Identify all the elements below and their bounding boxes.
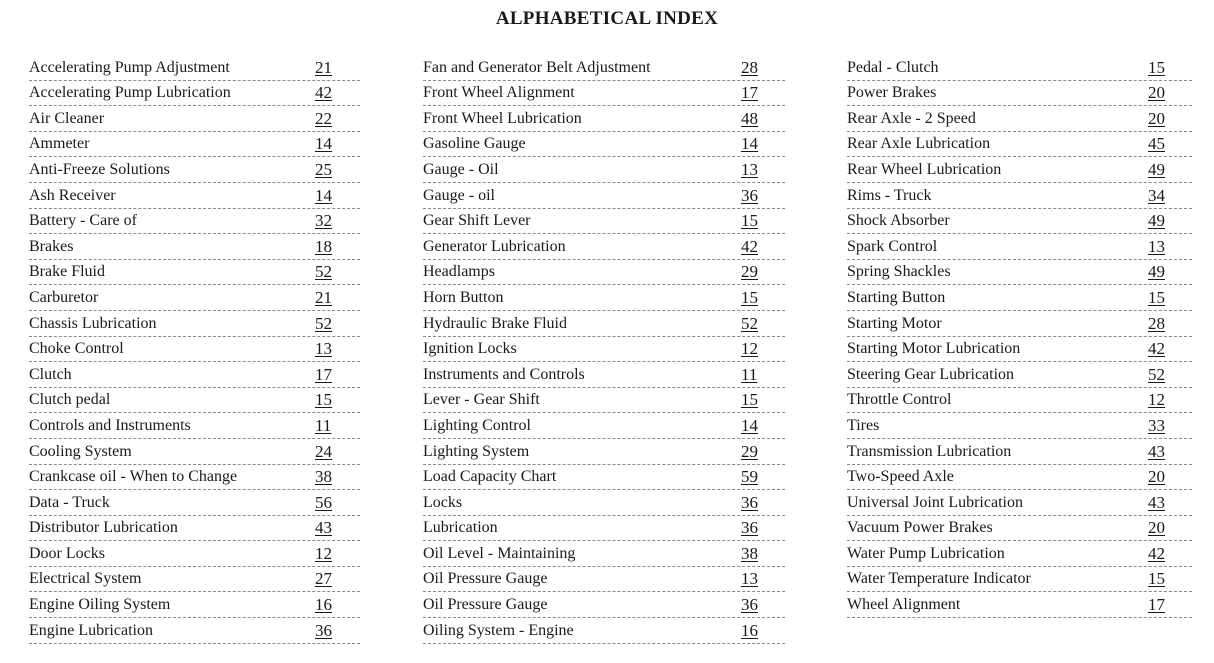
index-entry-page-number: 43 xyxy=(315,518,332,538)
index-column-2 xyxy=(423,55,785,644)
index-entry-name: Throttle Control xyxy=(847,391,952,409)
index-entry xyxy=(847,81,1192,107)
index-entry-page-number: 49 xyxy=(1148,159,1165,179)
index-entry-name: Accelerating Pump Lubrication xyxy=(29,84,231,102)
index-entry-page-number: 42 xyxy=(315,83,332,103)
index-entry-page-number: 14 xyxy=(315,185,332,205)
index-entry-name: Choke Control xyxy=(29,340,124,358)
index-entry xyxy=(29,311,360,337)
index-entry-page-number: 13 xyxy=(1148,236,1165,256)
index-entry xyxy=(847,362,1192,388)
index-entry-page-number: 17 xyxy=(315,364,332,384)
index-entry-name: Locks xyxy=(423,493,463,511)
index-entry-page-number: 14 xyxy=(741,415,758,435)
index-entry-page-number: 32 xyxy=(315,211,332,231)
index-entry xyxy=(423,362,785,388)
index-entry-page-number: 15 xyxy=(741,287,758,307)
index-entry xyxy=(29,260,360,286)
index-entry-name: Horn Button xyxy=(423,288,504,306)
index-entry xyxy=(423,465,785,491)
index-entry-name: Load Capacity Chart xyxy=(423,468,557,486)
index-entry xyxy=(29,592,360,618)
index-entry-name: Two-Speed Axle xyxy=(847,468,954,486)
index-entry-name: Front Wheel Alignment xyxy=(423,84,575,102)
index-entry-page-number: 13 xyxy=(741,159,758,179)
index-entry xyxy=(847,337,1192,363)
index-entry-page-number: 12 xyxy=(1148,390,1165,410)
index-entry-name: Water Pump Lubrication xyxy=(847,544,1005,562)
index-entry xyxy=(423,183,785,209)
index-entry-page-number: 45 xyxy=(1148,134,1165,154)
index-entry-name: Gauge - Oil xyxy=(423,160,499,178)
index-entry xyxy=(29,106,360,132)
index-entry xyxy=(423,260,785,286)
index-entry xyxy=(423,132,785,158)
index-entry-name: Rear Wheel Lubrication xyxy=(847,160,1002,178)
index-entry-name: Ash Receiver xyxy=(29,186,116,204)
index-entry xyxy=(29,132,360,158)
index-entry-name: Battery - Care of xyxy=(29,212,137,230)
index-entry-name: Starting Motor xyxy=(847,314,942,332)
index-entry-name: Air Cleaner xyxy=(29,109,105,127)
index-entry-name: Door Locks xyxy=(29,544,105,562)
index-entry-page-number: 29 xyxy=(741,262,758,282)
index-entry xyxy=(847,183,1192,209)
index-entry-page-number: 49 xyxy=(1148,262,1165,282)
index-entry-name: Power Brakes xyxy=(847,84,937,102)
index-entry-name: Ammeter xyxy=(29,135,90,153)
index-entry xyxy=(847,285,1192,311)
index-entry-page-number: 49 xyxy=(1148,211,1165,231)
index-entry xyxy=(29,516,360,542)
index-entry xyxy=(29,490,360,516)
index-entry-page-number: 43 xyxy=(1148,441,1165,461)
index-entry xyxy=(423,567,785,593)
index-entry xyxy=(847,541,1192,567)
index-entry-name: Spark Control xyxy=(847,237,938,255)
index-column-3 xyxy=(847,55,1192,618)
index-entry-name: Lighting Control xyxy=(423,416,531,434)
index-entry-name: Instruments and Controls xyxy=(423,365,585,383)
index-entry xyxy=(423,516,785,542)
index-entry-name: Brakes xyxy=(29,237,74,255)
index-entry-name: Hydraulic Brake Fluid xyxy=(423,314,567,332)
index-entry xyxy=(423,311,785,337)
index-entry-page-number: 14 xyxy=(741,134,758,154)
index-entry-name: Gear Shift Lever xyxy=(423,212,531,230)
index-entry xyxy=(423,439,785,465)
index-entry xyxy=(423,592,785,618)
index-entry xyxy=(423,285,785,311)
index-entry-page-number: 43 xyxy=(1148,492,1165,512)
index-entry xyxy=(29,285,360,311)
index-entry-page-number: 17 xyxy=(1148,595,1165,615)
index-entry-page-number: 28 xyxy=(1148,313,1165,333)
index-entry xyxy=(29,388,360,414)
index-entry-name: Spring Shackles xyxy=(847,263,951,281)
index-entry-name: Headlamps xyxy=(423,263,495,281)
index-entry-page-number: 15 xyxy=(315,390,332,410)
index-entry-name: Lubrication xyxy=(423,519,498,537)
index-entry-page-number: 52 xyxy=(1148,364,1165,384)
index-entry xyxy=(847,234,1192,260)
index-entry-name: Gauge - oil xyxy=(423,186,495,204)
index-entry-name: Lever - Gear Shift xyxy=(423,391,540,409)
index-entry xyxy=(29,183,360,209)
index-entry xyxy=(847,55,1192,81)
index-entry-name: Rims - Truck xyxy=(847,186,932,204)
index-entry-page-number: 16 xyxy=(315,595,332,615)
index-entry-page-number: 12 xyxy=(315,543,332,563)
index-entry xyxy=(847,132,1192,158)
index-entry xyxy=(29,209,360,235)
index-entry xyxy=(423,618,785,644)
index-entry-page-number: 17 xyxy=(741,83,758,103)
index-entry-name: Oil Pressure Gauge xyxy=(423,596,548,614)
index-entry xyxy=(423,81,785,107)
index-entry xyxy=(847,413,1192,439)
index-entry-name: Rear Axle Lubrication xyxy=(847,135,991,153)
index-entry-name: Generator Lubrication xyxy=(423,237,566,255)
index-entry-name: Clutch pedal xyxy=(29,391,111,409)
index-entry-page-number: 15 xyxy=(741,211,758,231)
index-entry-name: Shock Absorber xyxy=(847,212,950,230)
index-entry-name: Water Temperature Indicator xyxy=(847,570,1031,588)
index-entry-name: Data - Truck xyxy=(29,493,110,511)
index-entry-page-number: 36 xyxy=(741,185,758,205)
index-entry xyxy=(423,388,785,414)
index-entry xyxy=(29,81,360,107)
index-entry xyxy=(847,490,1192,516)
index-entry-name: Clutch xyxy=(29,365,72,383)
index-entry-name: Front Wheel Lubrication xyxy=(423,109,582,127)
index-entry-name: Steering Gear Lubrication xyxy=(847,365,1015,383)
index-entry-page-number: 15 xyxy=(1148,569,1165,589)
index-entry-page-number: 16 xyxy=(741,620,758,640)
index-entry-name: Universal Joint Lubrication xyxy=(847,493,1023,511)
index-entry-name: Lighting System xyxy=(423,442,530,460)
index-entry xyxy=(29,567,360,593)
index-entry-page-number: 36 xyxy=(741,518,758,538)
index-entry-name: Tires xyxy=(847,416,880,434)
index-entry xyxy=(847,260,1192,286)
index-entry-page-number: 13 xyxy=(741,569,758,589)
index-entry xyxy=(423,413,785,439)
index-entry xyxy=(847,311,1192,337)
index-entry-name: Distributor Lubrication xyxy=(29,519,178,537)
index-entry-page-number: 52 xyxy=(315,313,332,333)
index-entry-name: Accelerating Pump Adjustment xyxy=(29,58,230,76)
index-entry-name: Gasoline Gauge xyxy=(423,135,526,153)
index-entry xyxy=(847,465,1192,491)
index-entry xyxy=(423,337,785,363)
index-entry xyxy=(847,567,1192,593)
index-entry-page-number: 42 xyxy=(1148,339,1165,359)
index-entry-page-number: 20 xyxy=(1148,518,1165,538)
index-entry xyxy=(29,337,360,363)
index-entry xyxy=(29,55,360,81)
index-entry-page-number: 48 xyxy=(741,108,758,128)
index-entry xyxy=(29,465,360,491)
index-entry-page-number: 28 xyxy=(741,57,758,77)
index-entry-name: Oiling System - Engine xyxy=(423,621,574,639)
index-entry-page-number: 27 xyxy=(315,569,332,589)
index-entry-page-number: 11 xyxy=(315,415,332,435)
index-entry-page-number: 38 xyxy=(315,467,332,487)
index-entry-page-number: 52 xyxy=(315,262,332,282)
index-entry-name: Controls and Instruments xyxy=(29,416,191,434)
index-entry-name: Starting Motor Lubrication xyxy=(847,340,1021,358)
index-entry-page-number: 25 xyxy=(315,159,332,179)
index-entry-name: Rear Axle - 2 Speed xyxy=(847,109,976,127)
index-entry-name: Electrical System xyxy=(29,570,142,588)
index-entry-name: Cooling System xyxy=(29,442,132,460)
page-title: ALPHABETICAL INDEX xyxy=(495,8,719,29)
index-entry-name: Ignition Locks xyxy=(423,340,517,358)
index-entry xyxy=(29,413,360,439)
index-entry-name: Pedal - Clutch xyxy=(847,58,939,76)
index-entry-page-number: 36 xyxy=(741,492,758,512)
index-entry-name: Carburetor xyxy=(29,288,99,306)
index-entry-page-number: 36 xyxy=(741,595,758,615)
index-entry-page-number: 29 xyxy=(741,441,758,461)
index-entry-page-number: 42 xyxy=(1148,543,1165,563)
index-entry xyxy=(423,209,785,235)
index-entry xyxy=(423,106,785,132)
index-entry-page-number: 12 xyxy=(741,339,758,359)
index-entry xyxy=(29,439,360,465)
index-entry-page-number: 21 xyxy=(315,287,332,307)
index-entry-page-number: 59 xyxy=(741,467,758,487)
index-entry xyxy=(847,106,1192,132)
index-entry-page-number: 22 xyxy=(315,108,332,128)
index-entry xyxy=(423,541,785,567)
index-entry xyxy=(847,439,1192,465)
index-entry-page-number: 36 xyxy=(315,620,332,640)
index-entry-page-number: 13 xyxy=(315,339,332,359)
index-entry-name: Starting Button xyxy=(847,288,946,306)
index-entry-name: Wheel Alignment xyxy=(847,596,961,614)
index-entry xyxy=(847,388,1192,414)
index-entry xyxy=(29,618,360,644)
index-entry-page-number: 21 xyxy=(315,57,332,77)
index-entry-page-number: 34 xyxy=(1148,185,1165,205)
index-entry-page-number: 52 xyxy=(741,313,758,333)
index-entry-page-number: 38 xyxy=(741,543,758,563)
index-entry-page-number: 20 xyxy=(1148,108,1165,128)
index-entry-name: Engine Oiling System xyxy=(29,596,171,614)
index-entry-page-number: 33 xyxy=(1148,415,1165,435)
index-entry-page-number: 20 xyxy=(1148,83,1165,103)
index-entry-name: Oil Level - Maintaining xyxy=(423,544,576,562)
index-entry xyxy=(29,157,360,183)
index-entry-page-number: 24 xyxy=(315,441,332,461)
index-entry-name: Transmission Lubrication xyxy=(847,442,1012,460)
index-entry-name: Vacuum Power Brakes xyxy=(847,519,993,537)
index-entry xyxy=(29,234,360,260)
index-entry-page-number: 42 xyxy=(741,236,758,256)
index-entry xyxy=(423,234,785,260)
index-entry xyxy=(423,490,785,516)
index-entry xyxy=(29,541,360,567)
index-entry xyxy=(847,209,1192,235)
index-entry-page-number: 11 xyxy=(741,364,758,384)
index-entry-name: Chassis Lubrication xyxy=(29,314,157,332)
index-entry-name: Crankcase oil - When to Change xyxy=(29,468,238,486)
index-entry xyxy=(29,362,360,388)
index-entry-name: Engine Lubrication xyxy=(29,621,153,639)
index-entry-page-number: 18 xyxy=(315,236,332,256)
index-entry xyxy=(847,516,1192,542)
index-entry-name: Fan and Generator Belt Adjustment xyxy=(423,58,651,76)
index-entry-page-number: 56 xyxy=(315,492,332,512)
index-entry-name: Brake Fluid xyxy=(29,263,105,281)
index-entry-name: Oil Pressure Gauge xyxy=(423,570,548,588)
index-entry xyxy=(423,157,785,183)
index-entry-page-number: 15 xyxy=(1148,57,1165,77)
index-entry-name: Anti-Freeze Solutions xyxy=(29,160,170,178)
index-entry xyxy=(847,592,1192,618)
index-entry xyxy=(847,157,1192,183)
index-entry-page-number: 14 xyxy=(315,134,332,154)
index-entry-page-number: 15 xyxy=(1148,287,1165,307)
index-entry xyxy=(423,55,785,81)
index-column-1 xyxy=(29,55,360,644)
index-entry-page-number: 15 xyxy=(741,390,758,410)
index-entry-page-number: 20 xyxy=(1148,467,1165,487)
